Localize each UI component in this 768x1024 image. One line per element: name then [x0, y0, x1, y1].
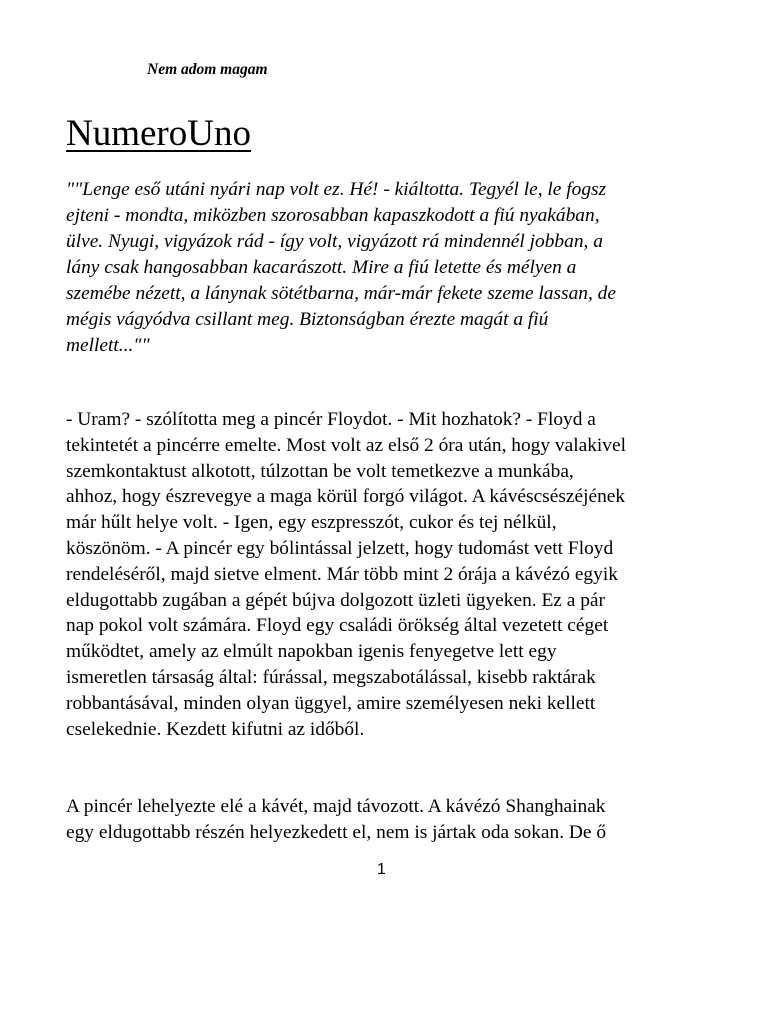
quote-line: lány csak hangosabban kacarászott. Mire a fiú letette és mélyen a	[66, 257, 577, 278]
paragraph-line: eldugottabb zugában a gépét bújva dolgozott üzleti ügyeken. Ez a pár	[66, 589, 605, 611]
paragraph-line: ahhoz, hogy észrevegye a maga körül forgó világot. A kávéscsészéjének	[66, 486, 626, 508]
paragraph-line: köszönöm. - A pincér egy bólintással jelzett, hogy tudomást vett Floyd	[66, 537, 614, 559]
quote-line: mégis vágyódva csillant meg. Biztonságban érezte magát a fiú	[66, 309, 549, 330]
document-title: NumeroUno	[66, 113, 251, 154]
body-paragraph-2	[66, 794, 706, 846]
paragraph-line: egy eldugottabb részén helyezkedett el, nem is jártak oda sokan. De ő	[66, 821, 607, 843]
intro-quote	[66, 177, 706, 359]
quote-line: mellett...""	[66, 335, 150, 356]
paragraph-line: robbantásával, minden olyan üggyel, amire személyesen neki kellett	[66, 692, 596, 714]
quote-line: ülve. Nyugi, vigyázok rád - így volt, vigyázott rá mindennél jobban, a	[66, 231, 603, 252]
paragraph-line: - Uram? - szólította meg a pincér Floydot. - Mit hozhatok? - Floyd a	[66, 409, 596, 430]
paragraph-line: A pincér lehelyezte elé a kávét, majd távozott. A kávézó Shanghainak	[66, 796, 606, 817]
paragraph-line: tekintetét a pincérre emelte. Most volt az első 2 óra után, hogy valakivel	[66, 434, 626, 456]
page-number: 1	[377, 861, 386, 878]
paragraph-line: cselekednie. Kezdett kifutni az időből.	[66, 718, 365, 740]
paragraph-line: nap pokol volt számára. Floyd egy családi örökség által vezetett céget	[66, 615, 609, 637]
body-paragraph-1	[66, 407, 706, 742]
quote-line: szemébe nézett, a lánynak sötétbarna, már-már fekete szeme lassan, de	[66, 283, 616, 304]
paragraph-line: működtet, amely az elmúlt napokban igenis fenyegetve lett egy	[66, 641, 557, 663]
quote-line: ""Lenge eső utáni nyári nap volt ez. Hé! - kiáltotta. Tegyél le, le fogsz	[66, 179, 607, 200]
quote-line: ejteni - mondta, miközben szorosabban kapaszkodott a fiú nyakában,	[66, 205, 600, 226]
paragraph-line: szemkontaktust alkotott, túlzottan be volt temetkezve a munkába,	[66, 460, 574, 482]
paragraph-line: már hűlt helye volt. - Igen, egy eszpresszót, cukor és tej nélkül,	[66, 512, 557, 534]
paragraph-line: ismeretlen társaság által: fúrással, megszabotálással, kisebb raktárak	[66, 666, 596, 688]
paragraph-line: rendeléséről, majd sietve elment. Már több mint 2 órája a kávézó egyik	[66, 563, 618, 585]
running-header-title: Nem adom magam	[147, 61, 268, 78]
